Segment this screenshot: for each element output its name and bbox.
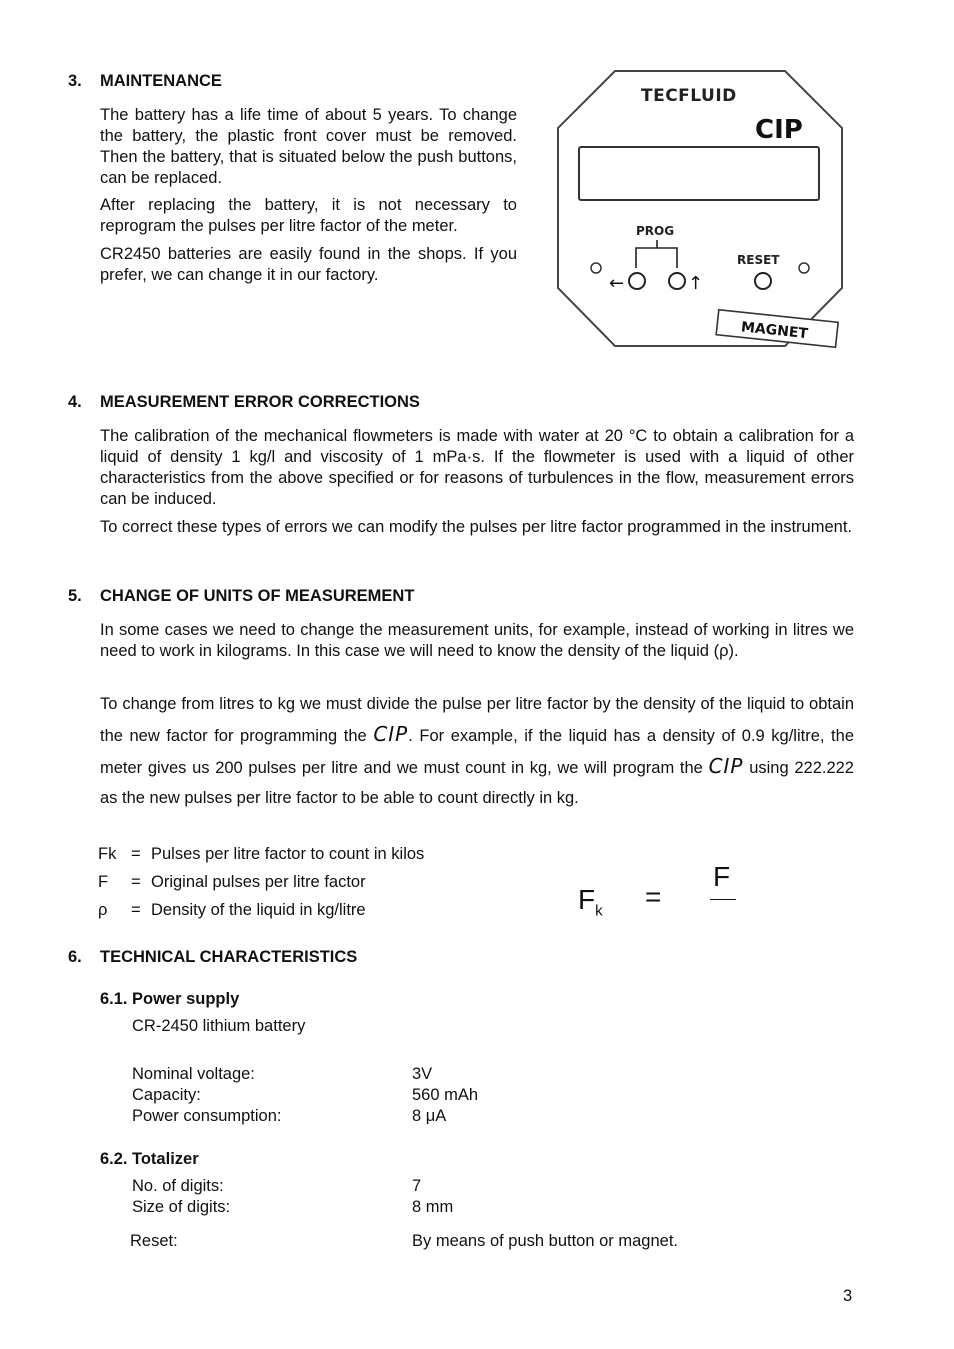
formula-lhs: [578, 884, 603, 920]
section-3-paragraph-3: CR2450 batteries are easily found in the shops. If you prefer, we can change it in our factory.: [100, 245, 517, 284]
section-4-paragraph-2: To correct these types of errors we can modify the pulses per litre factor programmed in the instrument.: [100, 518, 852, 536]
section-5-paragraph-2-part-b: . For example, if the liquid has a density of 0.9 kg/litre, the meter gives us 200 pulses per litre and we must count in kg, we will program the: [100, 727, 854, 777]
section-6-number: 6.: [68, 948, 82, 966]
section-6-title: TECHNICAL CHARACTERISTICS: [100, 948, 358, 966]
right-screw: [799, 263, 809, 273]
section-5-paragraph-1: In some cases we need to change the measurement units, for example, instead of working in litres we need to work in kilograms. In this case we will need to know the density of the liquid (ρ).: [100, 621, 854, 660]
reset-label: RESET: [737, 253, 780, 267]
subsection-6-1-number: 6.1.: [100, 990, 128, 1008]
legend-symbol-f: F: [98, 873, 109, 891]
spec-label-digit-size: Size of digits:: [132, 1198, 231, 1216]
spec-value-consumption: 8 μA: [412, 1107, 447, 1125]
section-3-paragraph-2: After replacing the battery, it is not necessary to reprogram the pulses per litre factor of the meter.: [100, 196, 517, 235]
prog-label: PROG: [636, 224, 675, 238]
left-screw: [591, 263, 601, 273]
section-4-number: 4.: [68, 393, 82, 411]
cip-inline-1: CIP: [373, 722, 409, 746]
battery-type: CR-2450 lithium battery: [132, 1017, 306, 1035]
formula-lhs-f: F: [578, 884, 596, 915]
legend-symbol-rho: ρ: [98, 901, 108, 919]
legend-equals-2: =: [131, 873, 141, 891]
spec-value-digits: 7: [412, 1177, 422, 1195]
section-5-title: CHANGE OF UNITS OF MEASUREMENT: [100, 587, 415, 605]
spec-label-capacity: Capacity:: [132, 1086, 201, 1104]
section-4-paragraph-1: The calibration of the mechanical flowmeters is made with water at 20 °C to obtain a calibration for a liquid of density 1 kg/l and viscosity of 1 mPa·s. If the flowmeter is used with a liquid of other characteristics from the above specified or for reasons of turbulences in the flow, measurement errors can be induced.: [100, 427, 854, 508]
section-5-paragraph-2-part-a: To change from litres to kg we must divide the pulse per litre factor by the density of the liquid to obtain the new factor for programming the: [100, 695, 854, 745]
brand-text: TECFLUID: [641, 86, 737, 106]
legend-equals-3: =: [131, 901, 141, 919]
cip-inline-2: CIP: [708, 754, 744, 778]
section-5-number: 5.: [68, 587, 82, 605]
spec-label-voltage: Nominal voltage:: [132, 1065, 255, 1083]
spec-value-digit-size: 8 mm: [412, 1198, 454, 1216]
model-label: CIP: [755, 115, 803, 145]
up-arrow-icon: ↑: [688, 273, 704, 294]
cip-device-illustration: [555, 68, 845, 353]
magnet-label: MAGNET: [740, 319, 809, 343]
legend-text-rho: Density of the liquid in kg/litre: [151, 901, 366, 919]
section-3-number: 3.: [68, 72, 82, 90]
subsection-6-1-title: Power supply: [132, 990, 240, 1008]
left-push-button[interactable]: [629, 273, 645, 289]
reset-push-button[interactable]: [755, 273, 771, 289]
section-5-paragraph-2-part-c: using 222.222 as the new pulses per litre factor to be able to count directly in kg.: [100, 759, 854, 807]
spec-value-reset: By means of push button or magnet.: [412, 1232, 678, 1250]
up-push-button[interactable]: [669, 273, 685, 289]
formula-fraction-bar: [710, 899, 736, 900]
spec-label-reset: Reset:: [130, 1232, 178, 1250]
legend-text-fk: Pulses per litre factor to count in kilos: [151, 845, 425, 863]
legend-text-f: Original pulses per litre factor: [151, 873, 366, 891]
subsection-6-2-title: Totalizer: [132, 1150, 199, 1168]
section-5-paragraph-2: [100, 689, 854, 813]
page-number: 3: [843, 1287, 853, 1305]
section-4-title: MEASUREMENT ERROR CORRECTIONS: [100, 393, 420, 411]
legend-equals-1: =: [131, 845, 141, 863]
formula-numerator: F: [713, 861, 731, 892]
left-arrow-icon: ←: [609, 273, 625, 294]
tecfluid-logo: [641, 86, 737, 106]
spec-value-capacity: 560 mAh: [412, 1086, 479, 1104]
lcd-display: [579, 147, 819, 200]
section-3-paragraph-1: The battery has a life time of about 5 years. To change the battery, the plastic front cover must be removed. Then the battery, that is situated below the push buttons, can be replaced.: [100, 106, 517, 187]
spec-label-consumption: Power consumption:: [132, 1107, 282, 1125]
formula-lhs-subscript: k: [595, 902, 603, 920]
section-3-title: MAINTENANCE: [100, 72, 222, 90]
spec-label-digits: No. of digits:: [132, 1177, 224, 1195]
subsection-6-2-number: 6.2.: [100, 1150, 128, 1168]
device-outline: [558, 71, 842, 346]
spec-value-voltage: 3V: [412, 1065, 433, 1083]
formula-equals: =: [645, 881, 662, 912]
legend-symbol-fk: Fk: [98, 845, 117, 863]
